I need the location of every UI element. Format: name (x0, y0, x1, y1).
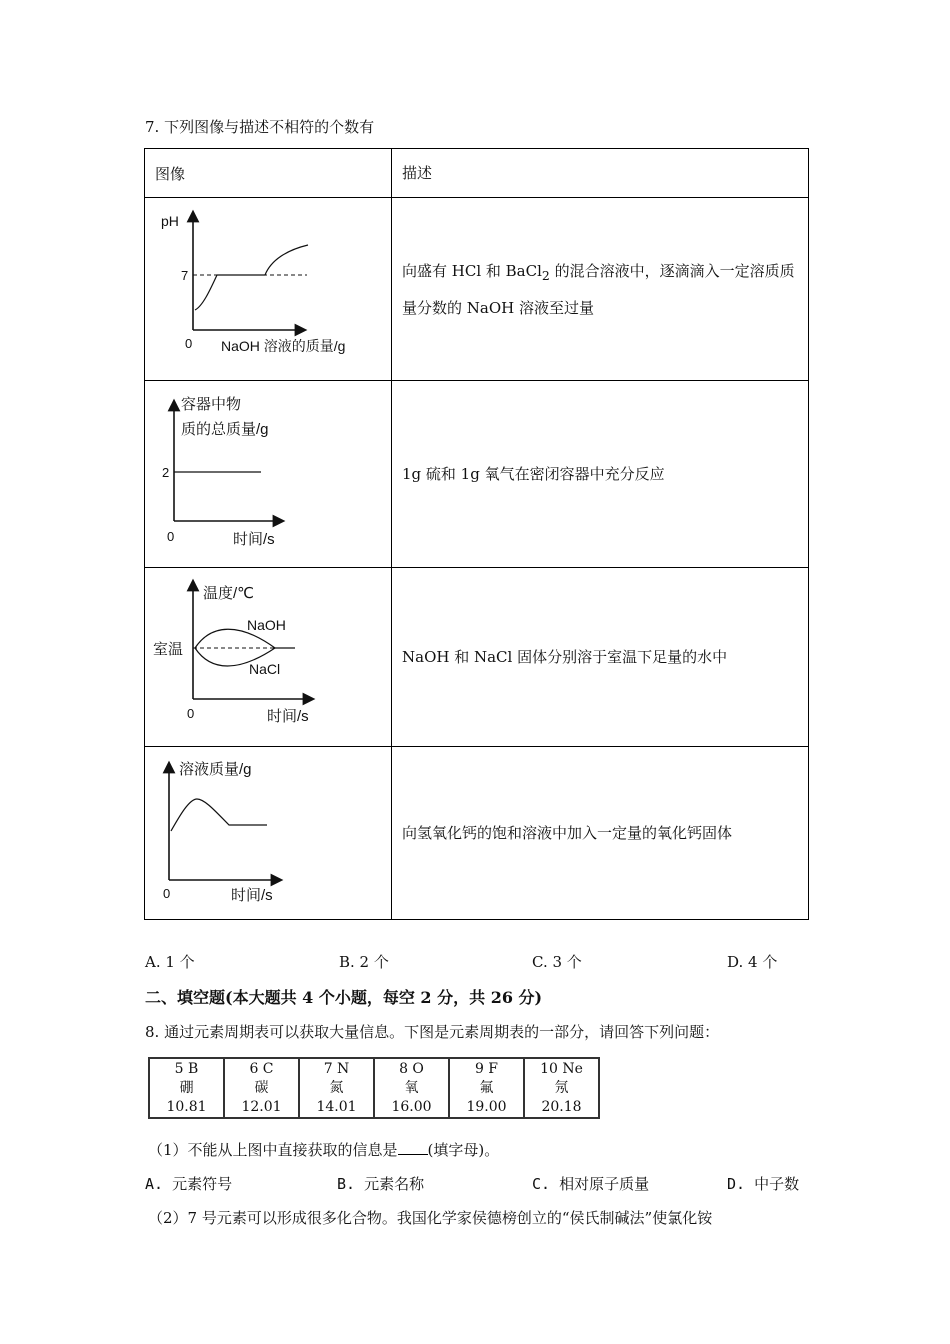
desc-cell-3: NaOH 和 NaCl 固体分别溶于室温下足量的水中 (392, 568, 809, 747)
origin-label: 0 (167, 529, 175, 544)
option-c[interactable]: C. 3 个 (532, 953, 582, 971)
temperature-graph (145, 568, 381, 746)
element-cell-ne: 10 Ne 氖 20.18 (524, 1058, 599, 1118)
table-row (145, 198, 809, 381)
ref-label: 室温 (153, 641, 184, 658)
desc-cell-1: 向盛有 HCl 和 BaCl$_2$ 的混合溶液中，逐滴滴入一定溶质质量分数的 NaOH 溶液至过量 (392, 198, 809, 381)
option-a[interactable]: A. 1 个 (145, 953, 195, 971)
question-8-sub-1: （1）不能从上图中直接获取的信息是 (填字母)。 (148, 1141, 500, 1159)
header-desc: 描述 (392, 149, 809, 198)
sub1-option-d[interactable]: D. 中子数 (727, 1175, 800, 1193)
table-row (145, 381, 809, 568)
y-label: pH (161, 213, 179, 229)
option-b[interactable]: B. 2 个 (339, 953, 389, 971)
desc-cell-4: 向氢氧化钙的饱和溶液中加入一定量的氧化钙固体 (392, 747, 809, 920)
solution-mass-curve (171, 799, 267, 831)
x-label: NaOH 溶液的质量/g (221, 338, 346, 354)
element-cell-b: 5 B 硼 10.81 (149, 1058, 224, 1118)
question-7-table (144, 148, 809, 920)
header-image: 图像 (145, 149, 392, 198)
curve-label-top: NaOH (247, 617, 286, 633)
ph-graph (145, 198, 381, 380)
table-header-row (145, 149, 809, 198)
question-8-title: 8. 通过元素周期表可以获取大量信息。下图是元素周期表的一部分，请回答下列问题： (145, 1023, 720, 1041)
section-2-title: 二、填空题(本大题共 4 个小题，每空 2 分，共 26 分) (145, 988, 543, 1007)
x-label: 时间/s (267, 708, 309, 725)
element-cell-o: 8 O 氧 16.00 (374, 1058, 449, 1118)
ph-curve (195, 245, 308, 310)
element-cell-n: 7 N 氮 14.01 (299, 1058, 374, 1118)
graph-cell-temperature (145, 568, 392, 747)
y-label: 温度/℃ (203, 585, 255, 602)
option-d[interactable]: D. 4 个 (727, 953, 778, 971)
sub1-option-a[interactable]: A. 元素符号 (145, 1175, 233, 1193)
y-label-line2: 质的总质量/g (181, 421, 269, 438)
graph-cell-mass (145, 381, 392, 568)
y-tick: 7 (181, 268, 189, 283)
answer-blank[interactable] (398, 1140, 428, 1155)
sub1-option-c[interactable]: C. 相对原子质量 (532, 1175, 650, 1193)
curve-label-bottom: NaCl (249, 661, 281, 677)
element-cell-f: 9 F 氟 19.00 (449, 1058, 524, 1118)
sub1-option-b[interactable]: B. 元素名称 (337, 1175, 425, 1193)
origin-label: 0 (163, 886, 171, 901)
question-8-sub-2: （2）7 号元素可以形成很多化合物。我国化学家侯德榜创立的“侯氏制碱法”使氯化铵 (148, 1209, 713, 1227)
y-tick: 2 (162, 465, 170, 480)
table-row (145, 568, 809, 747)
mass-graph (145, 381, 381, 567)
y-label-line1: 容器中物 (181, 396, 242, 413)
table-row (145, 747, 809, 920)
y-label: 溶液质量/g (179, 761, 252, 778)
periodic-table-excerpt (148, 1057, 600, 1119)
question-7-title: 7. 下列图像与描述不相符的个数有 (145, 118, 375, 136)
graph-cell-ph (145, 198, 392, 381)
origin-label: 0 (185, 336, 193, 351)
origin-label: 0 (187, 706, 195, 721)
element-cell-c: 6 C 碳 12.01 (224, 1058, 299, 1118)
graph-cell-solution-mass (145, 747, 392, 920)
x-label: 时间/s (231, 887, 273, 904)
x-label: 时间/s (233, 531, 275, 548)
solution-mass-graph (145, 747, 381, 919)
desc-cell-2: 1g 硫和 1g 氧气在密闭容器中充分反应 (392, 381, 809, 568)
